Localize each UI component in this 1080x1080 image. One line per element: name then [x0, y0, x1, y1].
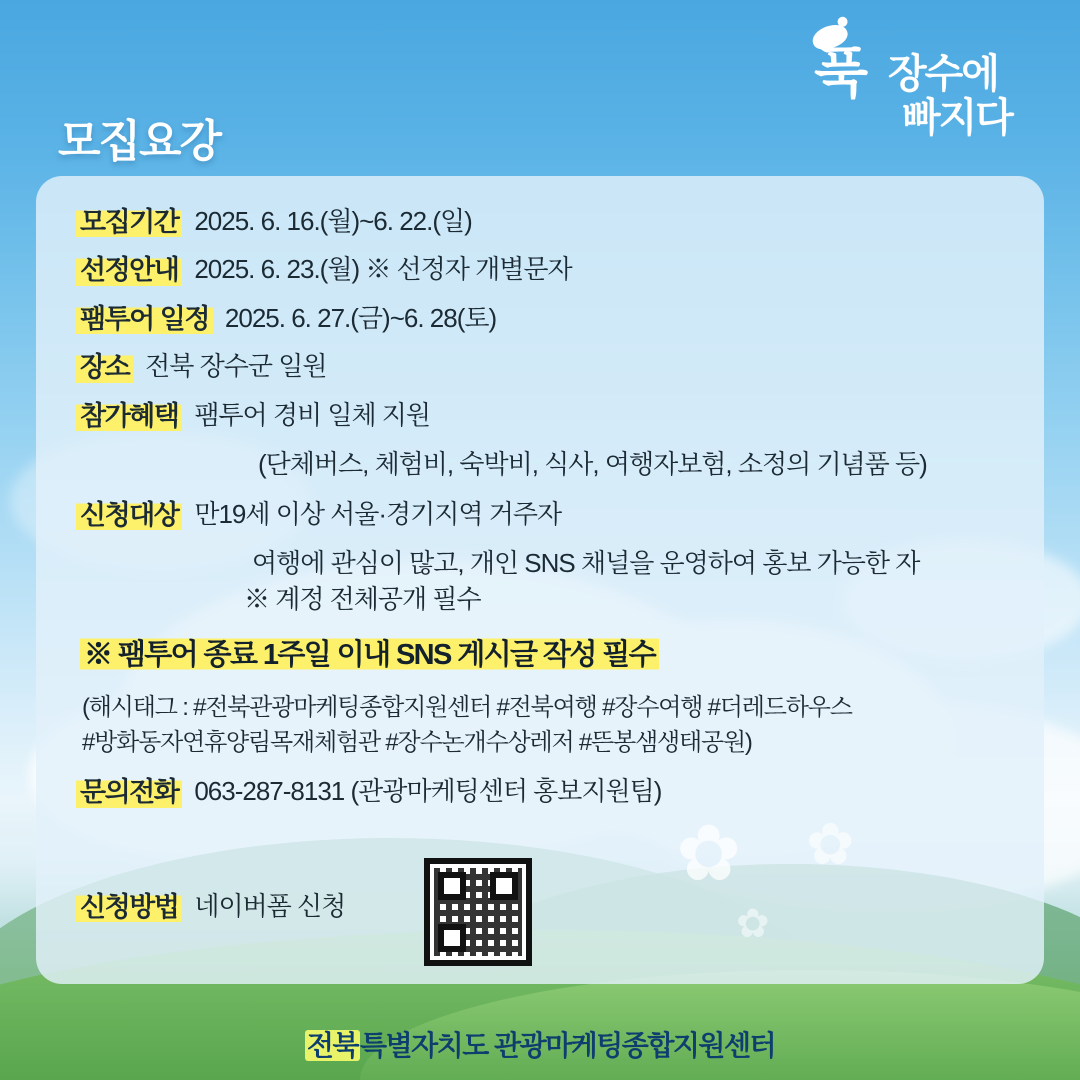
qr-eye-icon: [438, 924, 466, 952]
flower-icon: ✿: [676, 809, 742, 897]
footer-rest: 특별자치도 관광마케팅종합지원센터: [360, 1030, 776, 1061]
footer-organization: [0, 1024, 1080, 1064]
field-label-selection-notice: 선정안내: [76, 252, 182, 288]
qr-code[interactable]: [424, 858, 532, 966]
flower-icon: ✿: [736, 902, 770, 946]
field-row: [76, 252, 1004, 288]
field-value-recruit-period: 2025. 6. 16.(월)~6. 22.(일): [194, 206, 472, 236]
field-row: [76, 301, 1004, 337]
logo-text-line1: 장수에: [888, 52, 998, 96]
field-row: [76, 497, 1004, 533]
field-label-benefits: 참가혜택: [76, 398, 182, 434]
field-row: [76, 204, 1004, 240]
field-label-tour-schedule: 팸투어 일정: [76, 301, 213, 337]
applicant-detail-1: 여행에 관심이 많고, 개인 SNS 채널을 운영하여 홍보 가능한 자: [252, 548, 920, 579]
hashtag-line-2: #방화동자연휴양림목재체험관 #장수논개수상레저 #뜬봉샘생태공원): [82, 728, 752, 756]
field-value-phone: 063-287-8131 (관광마케팅센터 홍보지원팀): [194, 776, 662, 807]
footer-jb: 전북: [306, 1030, 359, 1061]
notice-text: ※ 팸투어 종료 1주일 이내 SNS 게시글 작성 필수: [80, 632, 659, 673]
applicant-detail-2: ※ 계정 전체공개 필수: [244, 584, 481, 615]
field-value-benefits: 팸투어 경비 일체 지원: [194, 399, 431, 430]
benefits-detail: (단체버스, 체험비, 숙박비, 식사, 여행자보험, 소정의 기념품 등): [258, 449, 927, 480]
flower-icon: ✿: [806, 812, 855, 877]
field-label-phone: 문의전화: [76, 774, 182, 810]
field-value-tour-schedule: 2025. 6. 27.(금)~6. 28(토): [224, 302, 497, 333]
logo-text-puk: 푹: [814, 41, 866, 104]
hashtag-line-1: (해시태그 : #전북관광마케팅종합지원센터 #전북여행 #장수여행 #더레드하우스: [82, 693, 852, 721]
field-row: [76, 774, 1004, 810]
field-value-selection-notice: 2025. 6. 23.(월) ※ 선정자 개별문자: [194, 254, 572, 285]
field-label-applicant: 신청대상: [76, 497, 182, 533]
brand-logo: [802, 18, 1042, 148]
info-card: [36, 176, 1044, 984]
field-label-apply-method: 신청방법: [76, 889, 182, 925]
field-row: [76, 349, 1004, 385]
page-title: 모집요강: [58, 117, 221, 166]
field-value-applicant: 만19세 이상 서울·경기지역 거주자: [194, 498, 562, 529]
field-value-apply-method: 네이버폼 신청: [194, 890, 346, 921]
field-label-location: 장소: [76, 349, 133, 385]
logo-text-line2: 빠지다: [902, 96, 1012, 140]
field-label-recruit-period: 모집기간: [76, 204, 182, 240]
field-row: [76, 889, 1004, 925]
qr-eye-icon: [438, 872, 466, 900]
qr-eye-icon: [490, 872, 518, 900]
field-value-location: 전북 장수군 일원: [145, 351, 327, 382]
field-row: [76, 398, 1004, 434]
